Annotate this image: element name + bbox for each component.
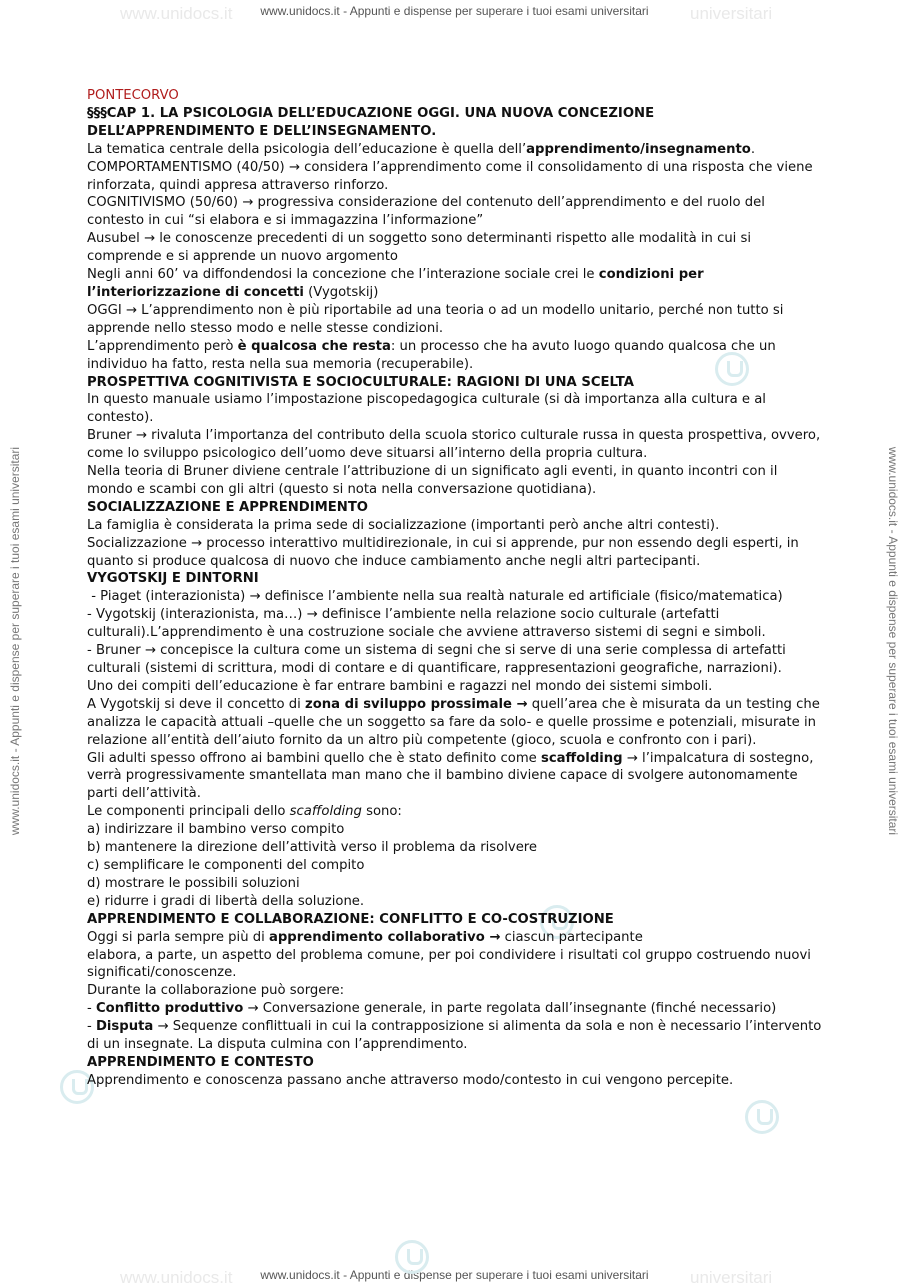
chapter-heading: §§§CAP 1. LA PSICOLOGIA DELL’EDUCAZIONE OGGI. UNA NUOVA CONCEZIONE DELL’APPRENDIMENTO E DELL’INSEGNAMENTO. [87, 105, 655, 139]
paragraph: La famiglia è considerata la prima sede di socializzazione (importanti però anche altri contesti). [87, 517, 720, 533]
section-heading: APPRENDIMENTO E CONTESTO [87, 1054, 314, 1070]
paragraph: Socializzazione → processo interattivo multidirezionale, in cui si apprende, pur non essendo degli esperti, in quanto si produce qualcosa di nuovo che induce cambiamento anche negli altri partecipanti. [87, 535, 799, 569]
list-item: a) indirizzare il bambino verso compito [87, 822, 345, 838]
paragraph: - Bruner → concepisce la cultura come un sistema di segni che si serve di una serie complessa di artefatti culturali (sistemi di scrittura, modi di contare e di quantificare, rappresentazioni geografiche, narrazioni). [87, 643, 786, 676]
paragraph: OGGI → L’apprendimento non è più riportabile ad una teoria o ad un modello unitario, perché non tutto si apprende nello stesso modo e nelle stesse condizioni. [87, 302, 784, 336]
ghost-watermark-right: universitari [690, 4, 773, 23]
ghost-watermark-bottom-right: universitari [690, 1268, 773, 1287]
list-item: d) mostrare le possibili soluzioni [87, 875, 300, 891]
paragraph: Negli anni 60’ va diffondendosi la concezione che l’interazione sociale crei le condizioni per l’interiorizzazione di concetti (Vygotskij) [87, 267, 704, 300]
bottom-watermark: www.unidocs.it - Appunti e dispense per superare i tuoi esami universitari [260, 1268, 649, 1282]
paragraph: COGNITIVISMO (50/60) → progressiva considerazione del contenuto dell’apprendimento e del ruolo del contesto in cui “si elabora e si immagazzina l’informazione” [87, 195, 765, 229]
left-side-watermark: www.unidocs.it - Appunti e dispense per superare i tuoi esami universitari [8, 446, 22, 836]
paragraph: La tematica centrale della psicologia dell’educazione è quella dell’apprendimento/insegnamento. [87, 141, 756, 157]
paragraph: Uno dei compiti dell’educazione è far entrare bambini e ragazzi nel mondo dei sistemi simboli. [87, 678, 713, 694]
unidocs-logo-icon [745, 1100, 779, 1134]
paragraph: - Piaget (interazionista) → definisce l’ambiente nella sua realtà naturale ed artificiale (fisico/matematica) [87, 589, 783, 605]
ghost-watermark-left: www.unidocs.it [120, 4, 233, 23]
ghost-watermark-bottom-left: www.unidocs.it [120, 1268, 233, 1287]
list-item: e) ridurre i gradi di libertà della soluzione. [87, 893, 365, 909]
paragraph: - Conflitto produttivo → Conversazione generale, in parte regolata dall’insegnante (finché necessario) [87, 1001, 777, 1017]
paragraph: - Disputa → Sequenze conflittuali in cui la contrapposizione si alimenta da sola e non è necessario l’intervento di un insegnate. La disputa culmina con l’apprendimento. [87, 1019, 822, 1053]
paragraph: Bruner → rivaluta l’importanza del contributo della scuola storico culturale russa in questa prospettiva, ovvero, come lo sviluppo psicologico dell’uomo deve situarsi all’interno della propria cultura. [87, 428, 821, 462]
paragraph: Ausubel → le conoscenze precedenti di un soggetto sono determinanti rispetto alle modalità in cui si comprende e si apprende un nuovo argomento [87, 231, 752, 265]
section-heading: VYGOTSKIJ E DINTORNI [87, 571, 259, 587]
unidocs-logo-icon [395, 1240, 429, 1274]
document-body [87, 87, 825, 1090]
list-item: c) semplificare le componenti del compito [87, 857, 365, 873]
document-title: PONTECORVO [87, 88, 179, 103]
paragraph: COMPORTAMENTISMO (40/50) → considera l’apprendimento come il consolidamento di una risposta che viene rinforzata, quindi appresa attraverso rinforzo. [87, 159, 813, 193]
paragraph: Le componenti principali dello scaffolding sono: [87, 804, 402, 820]
section-heading: PROSPETTIVA COGNITIVISTA E SOCIOCULTURALE: RAGIONI DI UNA SCELTA [87, 374, 634, 390]
top-watermark: www.unidocs.it - Appunti e dispense per superare i tuoi esami universitari [260, 4, 649, 18]
paragraph: elabora, a parte, un aspetto del problema comune, per poi condividere i risultati col gruppo costruendo nuovi significati/conoscenze. [87, 947, 811, 981]
paragraph: Gli adulti spesso offrono ai bambini quello che è stato definito come scaffolding → l’impalcatura di sostegno, verrà progressivamente smantellata man mano che il bambino diviene capace di svolgere autonomamente parti dell’attività. [87, 750, 814, 802]
paragraph: Oggi si parla sempre più di apprendimento collaborativo → ciascun partecipante [87, 929, 643, 945]
section-heading: APPRENDIMENTO E COLLABORAZIONE: CONFLITTO E CO-COSTRUZIONE [87, 911, 614, 927]
paragraph: In questo manuale usiamo l’impostazione piscopedagogica culturale (si dà importanza alla cultura e al contesto). [87, 392, 766, 426]
paragraph: Durante la collaborazione può sorgere: [87, 983, 345, 999]
section-heading: SOCIALIZZAZIONE E APPRENDIMENTO [87, 499, 369, 515]
paragraph: L’apprendimento però è qualcosa che resta: un processo che ha avuto luogo quando qualcosa che un individuo ha fatto, resta nella sua memoria (recuperabile). [87, 338, 776, 372]
paragraph: - Vygotskij (interazionista, ma…) → definisce l’ambiente nella relazione socio culturale (artefatti culturali).L’apprendimento è una costruzione sociale che avviene attraverso sistemi di segni e simboli. [87, 607, 766, 641]
right-side-watermark: www.unidocs.it - Appunti e dispense per superare i tuoi esami universitari [886, 446, 900, 836]
list-item: b) mantenere la direzione dell’attività verso il problema da risolvere [87, 840, 538, 856]
paragraph: A Vygotskij si deve il concetto di zona di sviluppo prossimale → quell’area che è misurata da un testing che analizza le capacità attuali –quelle che un soggetto sa fare da solo- e quelle prossime e potenziali, misurate in relazione all’entità dell’aiuto fornito da un altro più competente (gioco, scuola e confronto con i pari). [87, 696, 820, 748]
paragraph: Nella teoria di Bruner diviene centrale l’attribuzione di un significato agli eventi, in quanto incontri con il mondo e scambi con gli altri (questo si nota nella conversazione quotidiana). [87, 464, 778, 497]
paragraph: Apprendimento e conoscenza passano anche attraverso modo/contesto in cui vengono percepite. [87, 1072, 734, 1088]
